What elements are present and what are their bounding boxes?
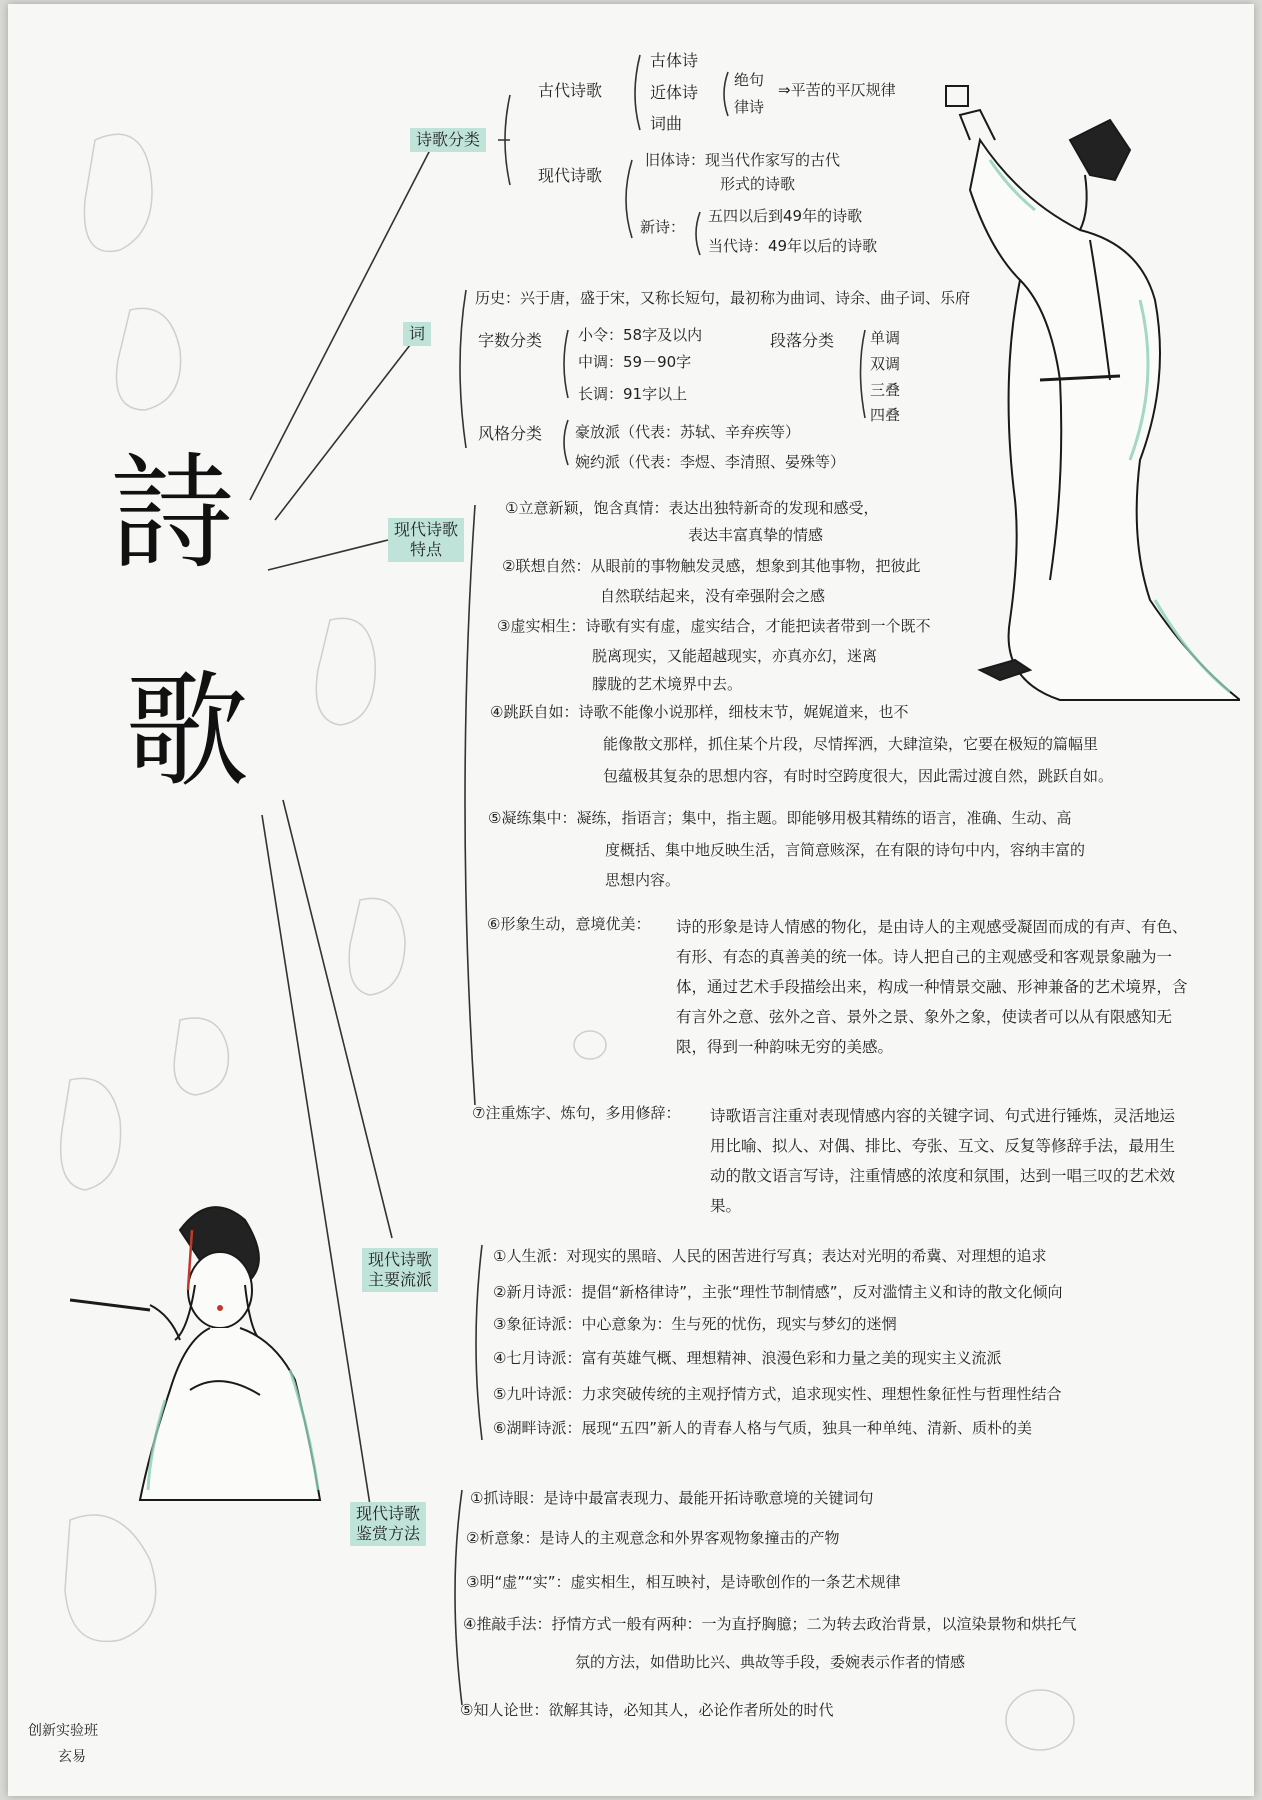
title-char-ge: 歌 <box>125 660 250 804</box>
jiuti-line1: 旧体诗：现当代作家写的古代 <box>645 151 841 169</box>
feature-4-line1: ④跳跃自如：诗歌不能像小说那样，细枝末节，娓娓道来，也不 <box>490 703 909 721</box>
duanluo-item-2: 双调 <box>870 355 901 373</box>
feature-5-line3: 思想内容。 <box>605 871 681 889</box>
features-label-line2: 特点 <box>410 540 443 559</box>
feature-3-line1: ③虚实相生：诗歌有实有虚，虚实结合，才能把读者带到一个既不 <box>497 617 931 635</box>
ancient-item-jinti: 近体诗 <box>650 83 699 102</box>
xinshi-label: 新诗： <box>640 218 686 236</box>
feature-2-line2: 自然联结起来，没有牵强附会之感 <box>600 587 826 605</box>
section-label-ci: 词 <box>403 322 431 346</box>
school-item-3: ③象征诗派：中心意象为：生与死的忧伤，现实与梦幻的迷惘 <box>493 1315 897 1333</box>
method-item-3: ③明“虚”“实”：虚实相生，相互映衬，是诗歌创作的一条艺术规律 <box>466 1573 901 1591</box>
school-item-5: ⑤九叶诗派：力求突破传统的主观抒情方式，追求现实性、理想性象征性与哲理性结合 <box>493 1385 1062 1403</box>
zishu-item-changdiao: 长调：91字以上 <box>578 385 688 403</box>
modern-poetry-label: 现代诗歌 <box>538 166 603 185</box>
schools-label-line2: 主要流派 <box>368 1270 433 1289</box>
feature-3-line3: 朦胧的艺术境界中去。 <box>592 675 743 693</box>
method-item-4: ④推敲手法：抒情方式一般有两种：一为直抒胸臆；二为转去政治背景，以渲染景物和烘托气 <box>463 1615 1077 1633</box>
duanluo-item-3: 三叠 <box>870 381 901 399</box>
jinti-sub-lvshi: 律诗 <box>734 98 765 116</box>
title-char-shi: 詩 <box>110 442 235 586</box>
jinti-sub-jueju: 绝句 <box>734 71 765 89</box>
jinti-note: ⇒平苦的平仄规律 <box>778 81 896 99</box>
feature-5-line2: 度概括、集中地反映生活，言简意赅深，在有限的诗句中内，容纳丰富的 <box>605 841 1086 859</box>
signature-line1: 创新实验班 <box>28 1723 98 1739</box>
signature-line2: 玄易 <box>58 1749 86 1765</box>
zishu-label: 字数分类 <box>478 331 543 350</box>
methods-label-line2: 鉴赏方法 <box>356 1524 421 1543</box>
feature-1-line2: 表达丰富真挚的情感 <box>688 526 824 544</box>
schools-label-line1: 现代诗歌 <box>368 1250 433 1269</box>
fengge-item-haofang: 豪放派（代表：苏轼、辛弃疾等） <box>575 423 801 441</box>
school-item-4: ④七月诗派：富有英雄气概、理想精神、浪漫色彩和力量之美的现实主义流派 <box>493 1349 1002 1367</box>
features-label-line1: 现代诗歌 <box>394 520 459 539</box>
method-item-4-line2: 氛的方法，如借助比兴、典故等手段，委婉表示作者的情感 <box>575 1653 966 1671</box>
feature-4-line2: 能像散文那样，抓住某个片段，尽情挥洒，大肆渲染，它要在极短的篇幅里 <box>603 735 1099 753</box>
feature-7-heading: ⑦注重炼字、炼句，多用修辞： <box>472 1104 681 1122</box>
ancient-poetry-label: 古代诗歌 <box>538 81 603 100</box>
fengge-item-wanyue: 婉约派（代表：李煜、李清照、晏殊等） <box>575 453 846 471</box>
fengge-label: 风格分类 <box>478 424 543 443</box>
xinshi-item-2: 当代诗：49年以后的诗歌 <box>708 237 878 255</box>
school-item-6: ⑥湖畔诗派：展现“五四”新人的青春人格与气质，独具一种单纯、清新、质朴的美 <box>493 1419 1032 1437</box>
duanluo-item-1: 单调 <box>870 329 901 347</box>
feature-4-line3: 包蕴极其复杂的思想内容，有时时空跨度很大，因此需过渡自然，跳跃自如。 <box>603 767 1114 785</box>
method-item-2: ②析意象：是诗人的主观意念和外界客观物象撞击的产物 <box>466 1529 840 1547</box>
feature-6-body: 诗的形象是诗人情感的物化，是由诗人的主观感受凝固而成的有声、有色、有形、有态的真善美的统一体。诗人把自己的主观感受和客观景象融为一体，通过艺术手段描绘出来，构成一种情景交融、形神兼备的艺术境界，含有言外之意、弦外之音、景外之景、象外之象，使读者可以从有限感知无限，得到一种韵味无穷的美感。 <box>676 918 1188 1056</box>
feature-6-heading: ⑥形象生动，意境优美： <box>487 915 651 933</box>
method-item-1: ①抓诗眼：是诗中最富表现力、最能开拓诗歌意境的关键词句 <box>470 1489 874 1507</box>
methods-label-line1: 现代诗歌 <box>356 1504 421 1523</box>
zishu-item-zhongdiao: 中调：59－90字 <box>578 353 692 371</box>
school-item-1: ①人生派：对现实的黑暗、人民的困苦进行写真；表达对光明的希冀、对理想的追求 <box>493 1247 1047 1265</box>
zishu-item-xiaoling: 小令：58字及以内 <box>578 326 703 344</box>
feature-2-line1: ②联想自然：从眼前的事物触发灵感，想象到其他事物，把彼此 <box>502 557 921 575</box>
duanluo-item-4: 四叠 <box>870 406 901 424</box>
ci-history: 历史：兴于唐，盛于宋，又称长短句，最初称为曲词、诗余、曲子词、乐府 <box>475 289 971 307</box>
feature-5-line1: ⑤凝练集中：凝练，指语言；集中，指主题。即能够用极其精练的语言，准确、生动、高 <box>488 809 1072 827</box>
jiuti-line2: 形式的诗歌 <box>720 175 796 193</box>
duanluo-label: 段落分类 <box>770 331 835 350</box>
xinshi-item-1: 五四以后到49年的诗歌 <box>708 207 863 225</box>
ancient-item-guti: 古体诗 <box>650 51 699 70</box>
ancient-item-ciqu: 词曲 <box>650 114 683 133</box>
section-label-classification: 诗歌分类 <box>410 128 486 152</box>
feature-3-line2: 脱离现实，又能超越现实，亦真亦幻，迷离 <box>592 647 878 665</box>
method-item-5: ⑤知人论世：欲解其诗，必知其人，必论作者所处的时代 <box>460 1701 834 1719</box>
feature-7-body: 诗歌语言注重对表现情感内容的关键字词、句式进行锤炼，灵活地运用比喻、拟人、对偶、排比、夸张、互文、反复等修辞手法，最用生动的散文语言写诗，注重情感的浓度和氛围，达到一唱三叹的艺术效果。 <box>710 1107 1176 1215</box>
feature-1-line1: ①立意新颖，饱含真情：表达出独特新奇的发现和感受， <box>505 499 879 517</box>
school-item-2: ②新月诗派：提倡“新格律诗”，主张“理性节制情感”，反对滥情主义和诗的散文化倾向 <box>493 1283 1063 1301</box>
